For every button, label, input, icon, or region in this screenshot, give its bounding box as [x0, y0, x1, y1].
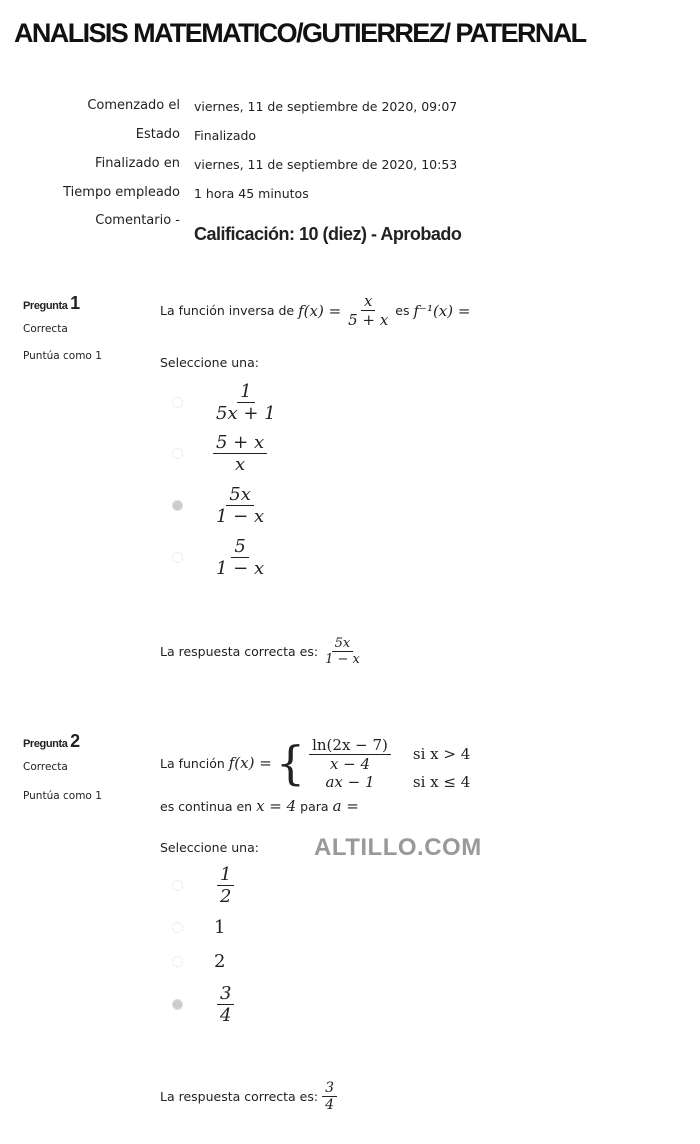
option[interactable] — [172, 978, 372, 1030]
piecewise — [309, 736, 470, 791]
denominator: 1 − x — [216, 505, 265, 527]
page-title: ANALISIS MATEMATICO/GUTIERREZ/ PATERNAL — [14, 18, 586, 48]
question-2-header — [23, 731, 80, 752]
option[interactable] — [172, 531, 372, 583]
radio-button[interactable] — [172, 880, 183, 891]
numerator: 1 — [217, 864, 234, 886]
numerator: 5 — [231, 536, 248, 558]
math-inverse: f⁻¹(x) = — [413, 301, 471, 320]
answer-label: La respuesta correcta es: — [160, 1089, 319, 1104]
denominator: 4 — [325, 1097, 334, 1113]
option[interactable] — [172, 479, 372, 531]
question-1-text — [160, 292, 470, 329]
option-fraction — [217, 983, 234, 1026]
comment-label: Comentario - — [95, 213, 180, 228]
radio-button-selected[interactable] — [172, 999, 183, 1010]
radio-button-selected[interactable] — [172, 500, 183, 511]
question-2-status: Correcta — [23, 761, 68, 773]
correct-answer-q1 — [160, 636, 367, 667]
numerator: 3 — [217, 983, 234, 1005]
option-value: 1 — [214, 916, 226, 938]
question-number: 2 — [70, 731, 80, 751]
es-text: es — [395, 303, 410, 318]
denominator: 1 − x — [325, 652, 360, 667]
option[interactable] — [172, 910, 372, 944]
radio-button[interactable] — [172, 448, 183, 459]
denominator: x − 4 — [329, 754, 371, 773]
numerator: x — [361, 292, 375, 311]
select-one-label: Seleccione una: — [160, 840, 259, 855]
math-a: a = — [332, 797, 359, 815]
finished-label: Finalizado en — [95, 156, 180, 171]
options-list-q1 — [172, 377, 372, 583]
option-fraction — [213, 432, 267, 475]
started-value: viernes, 11 de septiembre de 2020, 09:07 — [194, 99, 458, 114]
math-fx: f(x) = — [228, 754, 272, 772]
q-text: La función — [160, 755, 225, 771]
numerator: 5x — [226, 484, 254, 506]
denominator: 5 + x — [348, 311, 389, 329]
answer-fraction — [322, 1080, 337, 1113]
answer-fraction — [322, 636, 363, 667]
case-2-expression: ax − 1 — [325, 772, 375, 791]
case-1-fraction — [309, 736, 391, 773]
select-one-label: Seleccione una: — [160, 355, 259, 370]
option-value: 2 — [214, 950, 226, 972]
numerator: ln(2x − 7) — [309, 736, 391, 755]
answer-label: La respuesta correcta es: — [160, 644, 319, 659]
denominator: x — [234, 453, 246, 475]
option[interactable] — [172, 427, 372, 479]
question-number: 1 — [70, 293, 80, 313]
radio-button[interactable] — [172, 397, 183, 408]
options-list-q2 — [172, 860, 372, 1030]
time-label: Tiempo empleado — [63, 185, 180, 200]
question-2-text — [160, 733, 470, 793]
numerator: 5 + x — [213, 432, 267, 454]
question-1-points: Puntúa como 1 — [23, 350, 102, 362]
question-1-status: Correcta — [23, 323, 68, 335]
q-text: La función inversa de — [160, 303, 295, 318]
radio-button[interactable] — [172, 552, 183, 563]
state-value: Finalizado — [194, 128, 257, 143]
option[interactable] — [172, 860, 372, 910]
radio-button[interactable] — [172, 956, 183, 967]
para-text: para — [300, 798, 329, 814]
question-2-points: Puntúa como 1 — [23, 790, 102, 802]
denominator: 1 − x — [216, 557, 265, 579]
case-2-condition: si x ≤ 4 — [412, 772, 471, 791]
radio-button[interactable] — [172, 922, 183, 933]
denominator: 4 — [220, 1004, 232, 1026]
question-1-header — [23, 293, 80, 314]
state-label: Estado — [135, 127, 180, 142]
denominator: 5x + 1 — [216, 402, 276, 424]
math-fx: f(x) = — [298, 301, 342, 320]
math-eq: x = 4 — [256, 797, 297, 815]
question-label: Pregunta — [23, 738, 68, 750]
brace: { — [275, 736, 306, 790]
option-fraction — [213, 536, 267, 579]
question-2-text-2 — [160, 797, 359, 815]
numerator: 3 — [322, 1080, 337, 1097]
grade-comment: Calificación: 10 (diez) - Aprobado — [194, 224, 462, 244]
fraction — [345, 292, 391, 329]
correct-answer-q2 — [160, 1080, 341, 1113]
continuity-text: es continua en — [160, 798, 253, 814]
numerator: 5x — [332, 636, 354, 652]
question-label: Pregunta — [23, 300, 68, 312]
option[interactable] — [172, 944, 372, 978]
finished-value: viernes, 11 de septiembre de 2020, 10:53 — [194, 157, 458, 172]
watermark: ALTILLO.COM — [314, 834, 482, 861]
option-fraction — [217, 864, 234, 907]
case-1-condition: si x > 4 — [412, 745, 471, 763]
option-fraction — [213, 484, 267, 527]
option[interactable] — [172, 377, 372, 427]
started-label: Comenzado el — [87, 98, 180, 113]
numerator: 1 — [237, 381, 254, 403]
time-value: 1 hora 45 minutos — [194, 186, 309, 201]
option-fraction — [213, 381, 279, 424]
denominator: 2 — [220, 885, 232, 907]
